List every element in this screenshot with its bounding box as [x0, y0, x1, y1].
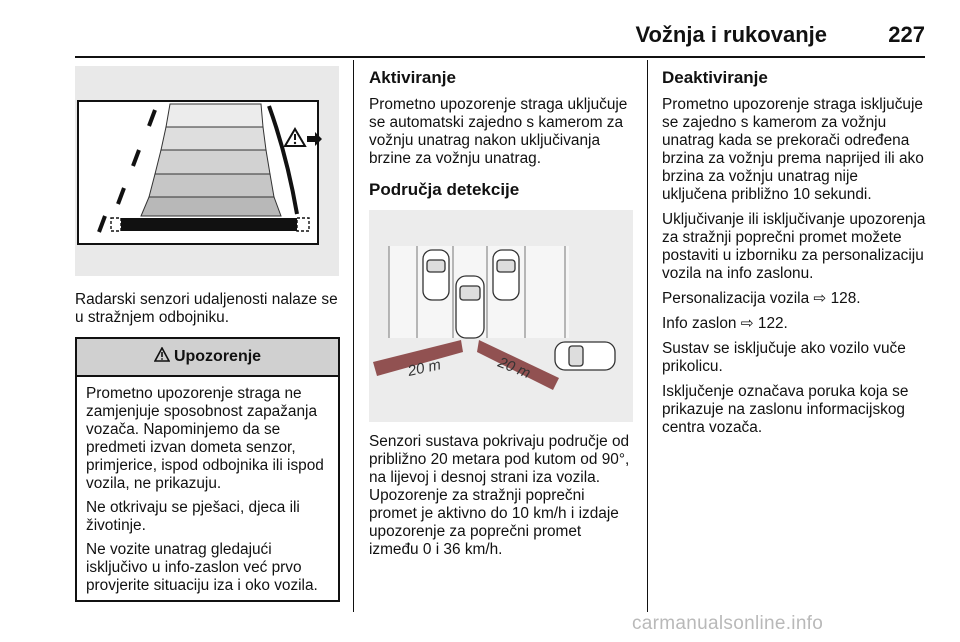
activation-text: Prometno upozorenje straga uključuje se automatski zajedno s kamerom za vožnju unatrag nakon uključivanja brzine za vožnju unatrag. — [369, 96, 628, 167]
heading-detection-zones: Područja detekcije — [369, 180, 520, 199]
deactivation-paragraph: Prometno upozorenje straga isključuje se zajedno s kamerom za vožnju unatrag kada se prekorači određena brzina za vožnju prema naprijed ili ako brzina za vožnju unatrag nije uključena približno 10 sekundi. — [662, 96, 924, 203]
detection-zones-figure — [369, 210, 633, 422]
warning-paragraph: Ne otkrivaju se pješaci, djeca ili životinje. — [86, 499, 300, 534]
deactivation-paragraph: Isključenje označava poruka koja se prikazuje na zaslonu informacijskog centra vozača. — [662, 383, 909, 436]
rear-camera-display-figure — [75, 66, 339, 276]
watermark: carmanualsonline.info — [632, 613, 824, 634]
deactivation-paragraph: Uključivanje ili isključivanje upozorenja za stražnji poprečni promet možete postaviti u izborniku za personalizaciju vozila na info zaslonu. — [662, 211, 926, 282]
page-number: 227 — [888, 22, 925, 47]
heading-activation: Aktiviranje — [369, 68, 456, 87]
sensor-caption: Radarski senzori udaljenosti nalaze se u stražnjem odbojniku. — [75, 291, 338, 326]
header-rule — [75, 56, 925, 58]
section-title: Vožnja i rukovanje — [635, 22, 827, 47]
heading-deactivation: Deaktiviranje — [662, 68, 768, 87]
warning-title: Upozorenje — [173, 348, 262, 365]
range-label-right: 20 m — [495, 353, 533, 383]
page-header — [75, 20, 925, 58]
warning-header — [77, 339, 338, 377]
detection-zones-text: Senzori sustava pokrivaju područje od približno 20 metara pod kutom od 90°, na lijevoj i desnoj strani iza vozila. Upozorenje za stražnji poprečni promet je aktivno do 10 km/h i izdaje upozorenje za poprečni promet između 0 i 36 km/h. — [369, 433, 630, 558]
reversing-car-icon — [456, 276, 484, 338]
range-label-left: 20 m — [406, 356, 443, 380]
warning-paragraph: Ne vozite unatrag gledajući isključivo u info-zaslon već prvo provjerite situaciju iza i oko vozila. — [86, 541, 318, 594]
deactivation-link-info-display[interactable]: Info zaslon ⇨ 122. — [662, 315, 788, 332]
crossing-car-icon — [555, 342, 615, 370]
warning-icon — [154, 347, 170, 367]
column-divider-right — [647, 60, 648, 612]
warning-paragraph: Prometno upozorenje straga ne zamjenjuje sposobnost zapažanja vozača. Napominjemo da se predmeti izvan dometa senzor, primjerice, ispod odbojnika ili ispod vozila, ne prikazuju. — [86, 385, 324, 492]
warning-box — [75, 337, 340, 602]
column-divider-left — [353, 60, 354, 612]
deactivation-paragraph: Sustav se isključuje ako vozilo vuče prikolicu. — [662, 340, 906, 375]
deactivation-link-personalization[interactable]: Personalizacija vozila ⇨ 128. — [662, 290, 861, 307]
